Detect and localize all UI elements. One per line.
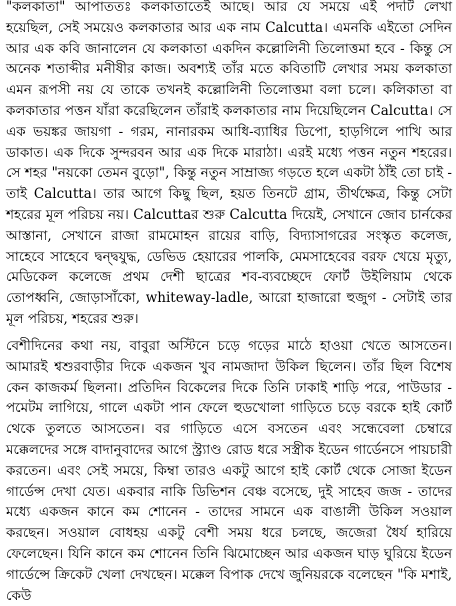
paragraph-2: বেশীদিনের কথা নয়, বাবুরা অস্টিনে চড়ে গড়ের মাঠে হাওয়া খেতে আসতেন। আমারই শ্বশুরবাড়ীর দিকে একজন খুব নামজাদা উকিল ছিলেন। তাঁর ছিল বিশেষ কেন কাজকর্ম ছিলনা। প্রতিদিন বিকেলের দিকে তিনি ঢাকাই শাড়ি পরে, পাউডার - পমেটম লাগিয়ে, গালে একটা পান ফেলে হুডখোলা গাড়িতে চড়ে বরকে হাই কোর্ট থেকে তুলতে আসতেন। বর গাড়িতে এসে বসতেন এবং সন্ধেবেলা চেম্বারে মক্কেলদের সঙ্গে বাদানুবাদের আগে স্ট্র্যাণ্ড রোড ধরে সস্ত্রীক ইডেন গার্ডেনসে পায়চারী করতেন। এবং সেই সময়ে, কিম্বা তারও একটু আগে হাই কোর্ট থেকে সোজা ইডেন গার্ডেন্স দেখা যেত। একবার নাকি ডিভিশন বেঞ্চ বসেছে, দুই সাহেব জজ - তাদের মধ্যে একজন কানে কম শোনেন - তাদের সামনে এক বাঙালী উকিল সওয়াল করছেন। সওয়াল বোধহয় একটু বেশী সময় ধরে চলছে, জজেরা ধৈর্য হারিয়ে ফেলেছেন। যিনি কানে কম শোনেন তিনি ঝিমোচ্ছেন আর একজন ঘাড় ঘুরিয়ে ইডেন গার্ডেন্সে ক্রিকেট খেলা দেখছেন। মক্কেল বিপাক দেখে জুনিয়রকে বলেছেন "কি মশাই, কেউ [6, 338, 452, 604]
paragraph-1: "কলকাতা" আপাততঃ কলকাতাতেই আছে। আর যে সময়ে এই পদটি লেখা হয়েছিল, সেই সময়েও কলকাতার আর এক নাম Calcutta। এমনকি এইতো সেদিন আর এক কবি জানালেন যে কলকাতা একদিন কল্লোলিনী তিলোত্তমা হবে - কিন্তু সে অনেক শতাব্দীর মনীষীর কাজ। অবশ্যই তাঁর মতে কবিতাটি লেখার সময় কলকাতা এমন রূপসী নয় যে তাকে তখনই কল্লোলিনী তিলোত্তমা বলা চলে। কলিকাতা বা কলকাতার পত্তন যাঁরা করেছিলেন তাঁরাই কলকাতার নাম দিয়েছিলেন Calcutta। সে এক ভয়ঙ্কর জায়গা - গরম, নানারকম আধি-ব্যাধির ডিপো, হাড়গিলে পাখি আর ডাকাত। এক দিকে সুন্দরবন আর এক দিকে মারাঠা। এরই মধ্যে পত্তন নতুন শহরের। সে শহর "নয়কো তেমন বুড়ো", কিন্তু নতুন সাম্রাজ্য গড়তে হলে একটা ঠাঁই তো চাই - তাই Calcutta। তার আগে কিছু ছিল, হয়ত তিনটে গ্রাম, তীর্থক্ষেত্র, কিন্তু সেটা শহরের মূল পরিচয় নয়। Calcuttaর শুরু Calcutta দিয়েই, সেখানে জোব চার্নকের আস্তানা, সেখানে রাজা রামমোহন রায়ের বাড়ি, বিদ্যাসাগরের সংস্কৃত কলেজ, সাহেবে সাহেবে দ্বন্দ্বযুদ্ধ, ডেভিড হেয়ারের পালকি, মেমসাহেবের বরফ খেয়ে মৃত্যু, মেডিকেল কলেজে প্রথম দেশী ছাত্রের শব-ব্যবচ্ছেদে ফোর্ট উইলিয়াম থেকে তোপধ্বনি, জোড়াসাঁকো, whiteway-ladle, আরো হাজারো হুজুগ - সেটাই তার মূল পরিচয়, শহরের শুরু। [6, 0, 452, 327]
